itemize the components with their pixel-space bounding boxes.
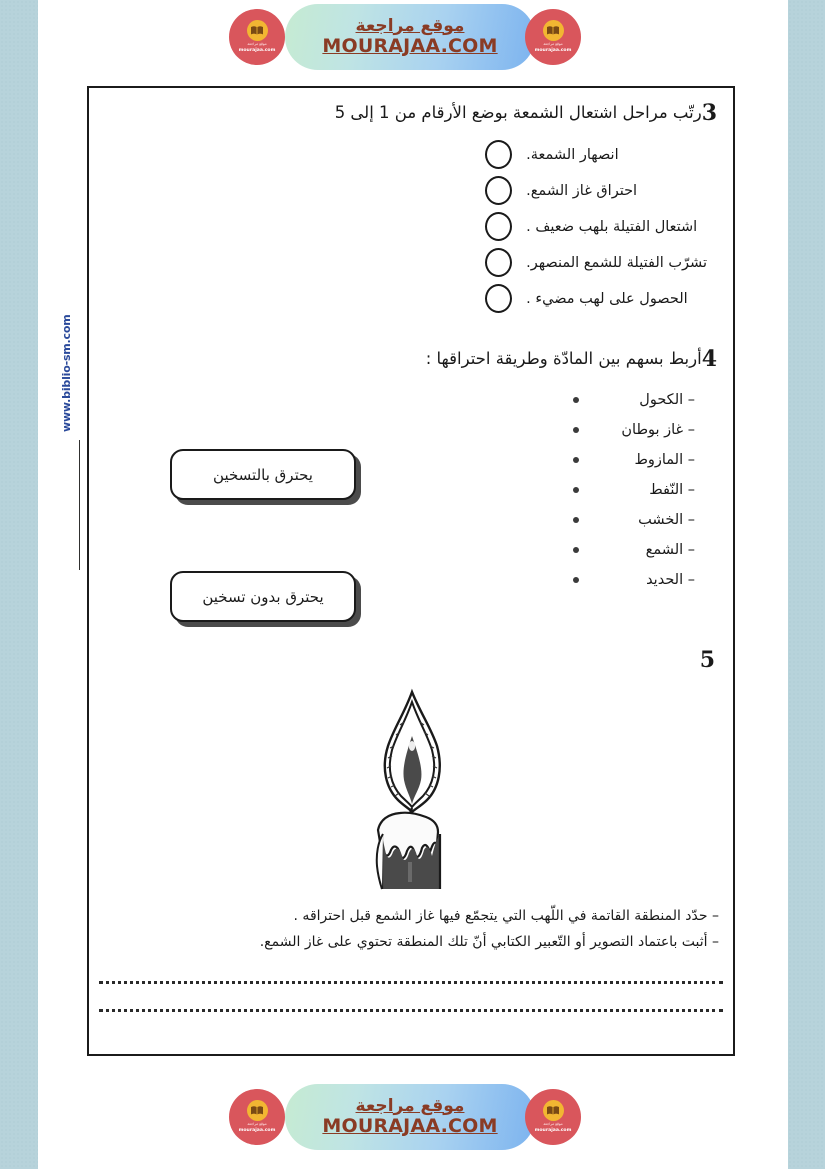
- method-box-burns-with-heating[interactable]: [170, 449, 356, 500]
- site-logo-left: [229, 9, 285, 65]
- list-item-label: تشرّب الفتيلة للشمع المنصهر.: [526, 254, 707, 271]
- open-book-icon: [543, 1100, 564, 1121]
- exercise3-ordering-list: [485, 140, 707, 313]
- watermark-rule: [79, 440, 80, 570]
- exercise3-number: 3: [701, 100, 717, 126]
- exercise3-heading: [335, 100, 719, 126]
- exercise4-heading-text: أربط بسهم بين المادّة وطريقة احتراقها :: [425, 349, 702, 368]
- list-item[interactable]: [573, 478, 695, 501]
- exercise-frame: [87, 86, 735, 1056]
- method-box-burns-without-heating[interactable]: [170, 571, 356, 622]
- list-item[interactable]: [573, 538, 695, 561]
- order-circle-input[interactable]: [485, 176, 512, 205]
- banner-url-label[interactable]: MOURAJAA.COM: [322, 1115, 498, 1138]
- banner-arabic-title: موقع مراجعة: [355, 15, 465, 36]
- order-circle-input[interactable]: [485, 284, 512, 313]
- logo-caption-url: mourajaa.com: [238, 1128, 276, 1133]
- top-banner: [0, 0, 825, 74]
- method-box-label: يحترق بالتسخين: [213, 465, 313, 484]
- banner-arabic-title: موقع مراجعة: [355, 1095, 465, 1116]
- list-item-label: الحصول على لهب مضيء .: [526, 290, 688, 307]
- material-label: – الخشب: [638, 511, 695, 528]
- banner-text-top: [285, 6, 535, 68]
- material-label: – الحديد: [646, 571, 695, 588]
- order-circle-input[interactable]: [485, 140, 512, 169]
- list-item[interactable]: [485, 284, 707, 313]
- list-item[interactable]: [573, 448, 695, 471]
- list-item[interactable]: [573, 418, 695, 441]
- connector-dot[interactable]: [573, 457, 579, 463]
- site-logo-right: [525, 9, 581, 65]
- logo-caption-arabic: موقع مراجعة: [543, 42, 563, 47]
- list-item[interactable]: [485, 212, 707, 241]
- watermark-biblio-sm: www.biblio-sm.com: [60, 314, 73, 432]
- site-logo-left: [229, 1089, 285, 1145]
- open-book-icon: [247, 20, 268, 41]
- list-item-label: انصهار الشمعة.: [526, 146, 619, 163]
- connector-dot[interactable]: [573, 547, 579, 553]
- site-logo-right: [525, 1089, 581, 1145]
- answer-lines: [99, 981, 723, 1012]
- material-label: – الشمع: [645, 541, 695, 558]
- method-box-label: يحترق بدون تسخين: [202, 587, 324, 606]
- logo-caption-url: mourajaa.com: [238, 48, 276, 53]
- exercise3-heading-text: رتّب مراحل اشتعال الشمعة بوضع الأرقام من 1 إلى 5: [334, 103, 702, 122]
- exercise4-heading: [426, 346, 719, 372]
- connector-dot[interactable]: [573, 397, 579, 403]
- open-book-icon: [543, 20, 564, 41]
- prompt-line: – أثبت باعتماد التصوير أو التّعبير الكتابي أنّ تلك المنطقة تحتوي على غاز الشمع.: [259, 934, 719, 950]
- list-item-label: اشتعال الفتيلة بلهب ضعيف .: [526, 218, 698, 235]
- exercise4-material-list: [573, 388, 695, 591]
- material-label: – النّفط: [649, 481, 695, 498]
- list-item-label: احتراق غاز الشمع.: [526, 182, 638, 199]
- material-label: – غاز بوطان: [621, 421, 695, 438]
- answer-line[interactable]: [99, 981, 723, 984]
- list-item[interactable]: [573, 508, 695, 531]
- connector-dot[interactable]: [573, 577, 579, 583]
- open-book-icon: [247, 1100, 268, 1121]
- logo-caption-arabic: موقع مراجعة: [543, 1122, 563, 1127]
- exercise4-number: 4: [701, 346, 717, 372]
- list-item[interactable]: [485, 248, 707, 277]
- logo-caption-url: mourajaa.com: [534, 1128, 572, 1133]
- order-circle-input[interactable]: [485, 248, 512, 277]
- lit-candle-illustration: [342, 684, 482, 894]
- connector-dot[interactable]: [573, 517, 579, 523]
- exercise5-number: 5: [699, 647, 715, 673]
- banner-text-bottom: [285, 1086, 535, 1148]
- banner-url-label[interactable]: MOURAJAA.COM: [322, 35, 498, 58]
- connector-dot[interactable]: [573, 487, 579, 493]
- order-circle-input[interactable]: [485, 212, 512, 241]
- list-item[interactable]: [573, 388, 695, 411]
- list-item[interactable]: [485, 140, 707, 169]
- answer-line[interactable]: [99, 1009, 723, 1012]
- exercise5-prompts: [103, 908, 719, 950]
- material-label: – المازوط: [634, 451, 695, 468]
- logo-caption-url: mourajaa.com: [534, 48, 572, 53]
- logo-caption-arabic: موقع مراجعة: [247, 1122, 267, 1127]
- list-item[interactable]: [573, 568, 695, 591]
- logo-caption-arabic: موقع مراجعة: [247, 42, 267, 47]
- connector-dot[interactable]: [573, 427, 579, 433]
- list-item[interactable]: [485, 176, 707, 205]
- prompt-line: – حدّد المنطقة القاتمة في اللّهب التي يتجمّع فيها غاز الشمع قبل احتراقه .: [293, 908, 719, 924]
- material-label: – الكحول: [639, 391, 695, 408]
- bottom-banner: [0, 1080, 825, 1154]
